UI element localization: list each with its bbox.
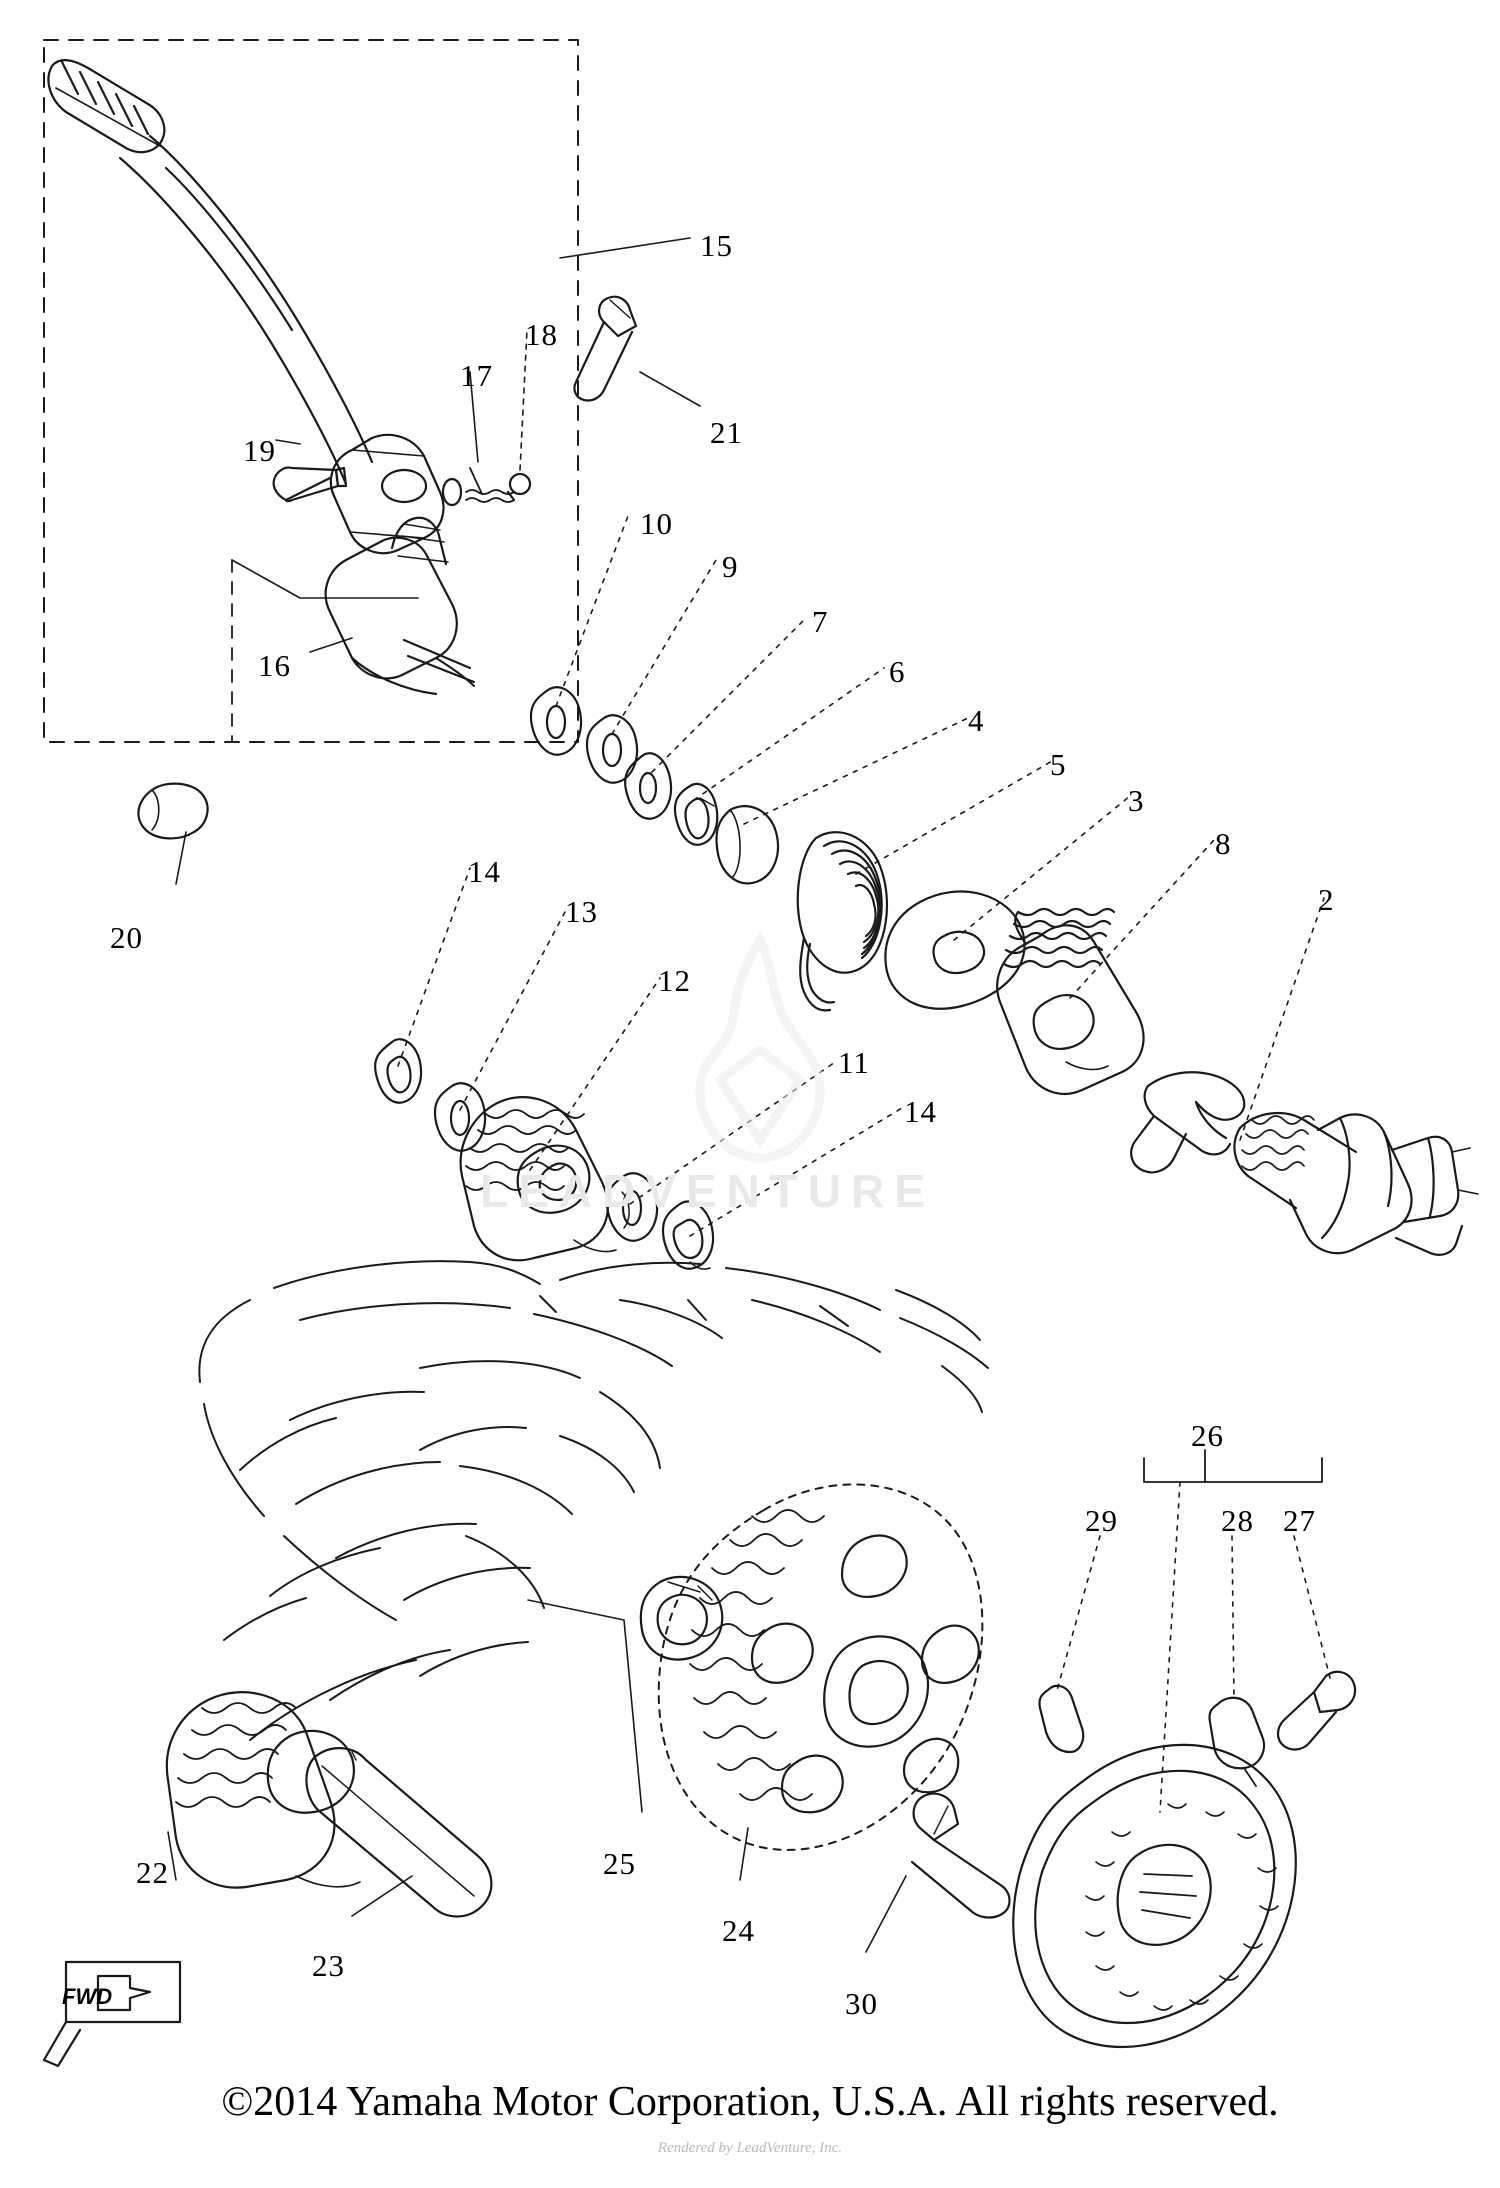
callout-28: 28	[1221, 1503, 1254, 1538]
callout-23: 23	[312, 1948, 345, 1983]
callout-7: 7	[812, 604, 829, 639]
callout-11: 11	[838, 1045, 870, 1080]
callout-14-upper: 14	[468, 854, 501, 889]
watermark-text: LEADVENTURE	[480, 1165, 936, 1217]
callout-19: 19	[243, 433, 276, 468]
callout-13: 13	[565, 894, 598, 929]
fwd-direction-label: FWD	[62, 1984, 113, 2009]
callout-24: 24	[722, 1913, 755, 1948]
callout-25: 25	[603, 1846, 636, 1881]
callout-30: 30	[845, 1986, 878, 2021]
callout-5: 5	[1050, 747, 1067, 782]
callout-4: 4	[968, 703, 985, 738]
callout-3: 3	[1128, 783, 1145, 818]
copyright-notice: ©2014 Yamaha Motor Corporation, U.S.A. All rights reserved.	[221, 2079, 1279, 2125]
callout-26: 26	[1191, 1418, 1224, 1453]
render-credit: Rendered by LeadVenture, Inc.	[657, 2140, 843, 2156]
callout-10: 10	[640, 506, 673, 541]
callout-21: 21	[710, 415, 743, 450]
callout-16: 16	[258, 648, 291, 683]
callout-14-lower: 14	[904, 1094, 937, 1129]
callout-27: 27	[1283, 1503, 1316, 1538]
callout-17: 17	[460, 358, 493, 393]
callout-20: 20	[110, 920, 143, 955]
callout-12: 12	[658, 963, 691, 998]
callout-6: 6	[889, 654, 906, 689]
callout-22: 22	[136, 1855, 169, 1890]
callout-9: 9	[722, 549, 739, 584]
callout-15: 15	[700, 228, 733, 263]
callout-29: 29	[1085, 1503, 1118, 1538]
callout-2: 2	[1318, 882, 1335, 917]
callout-8: 8	[1215, 826, 1232, 861]
callout-18: 18	[525, 317, 558, 352]
